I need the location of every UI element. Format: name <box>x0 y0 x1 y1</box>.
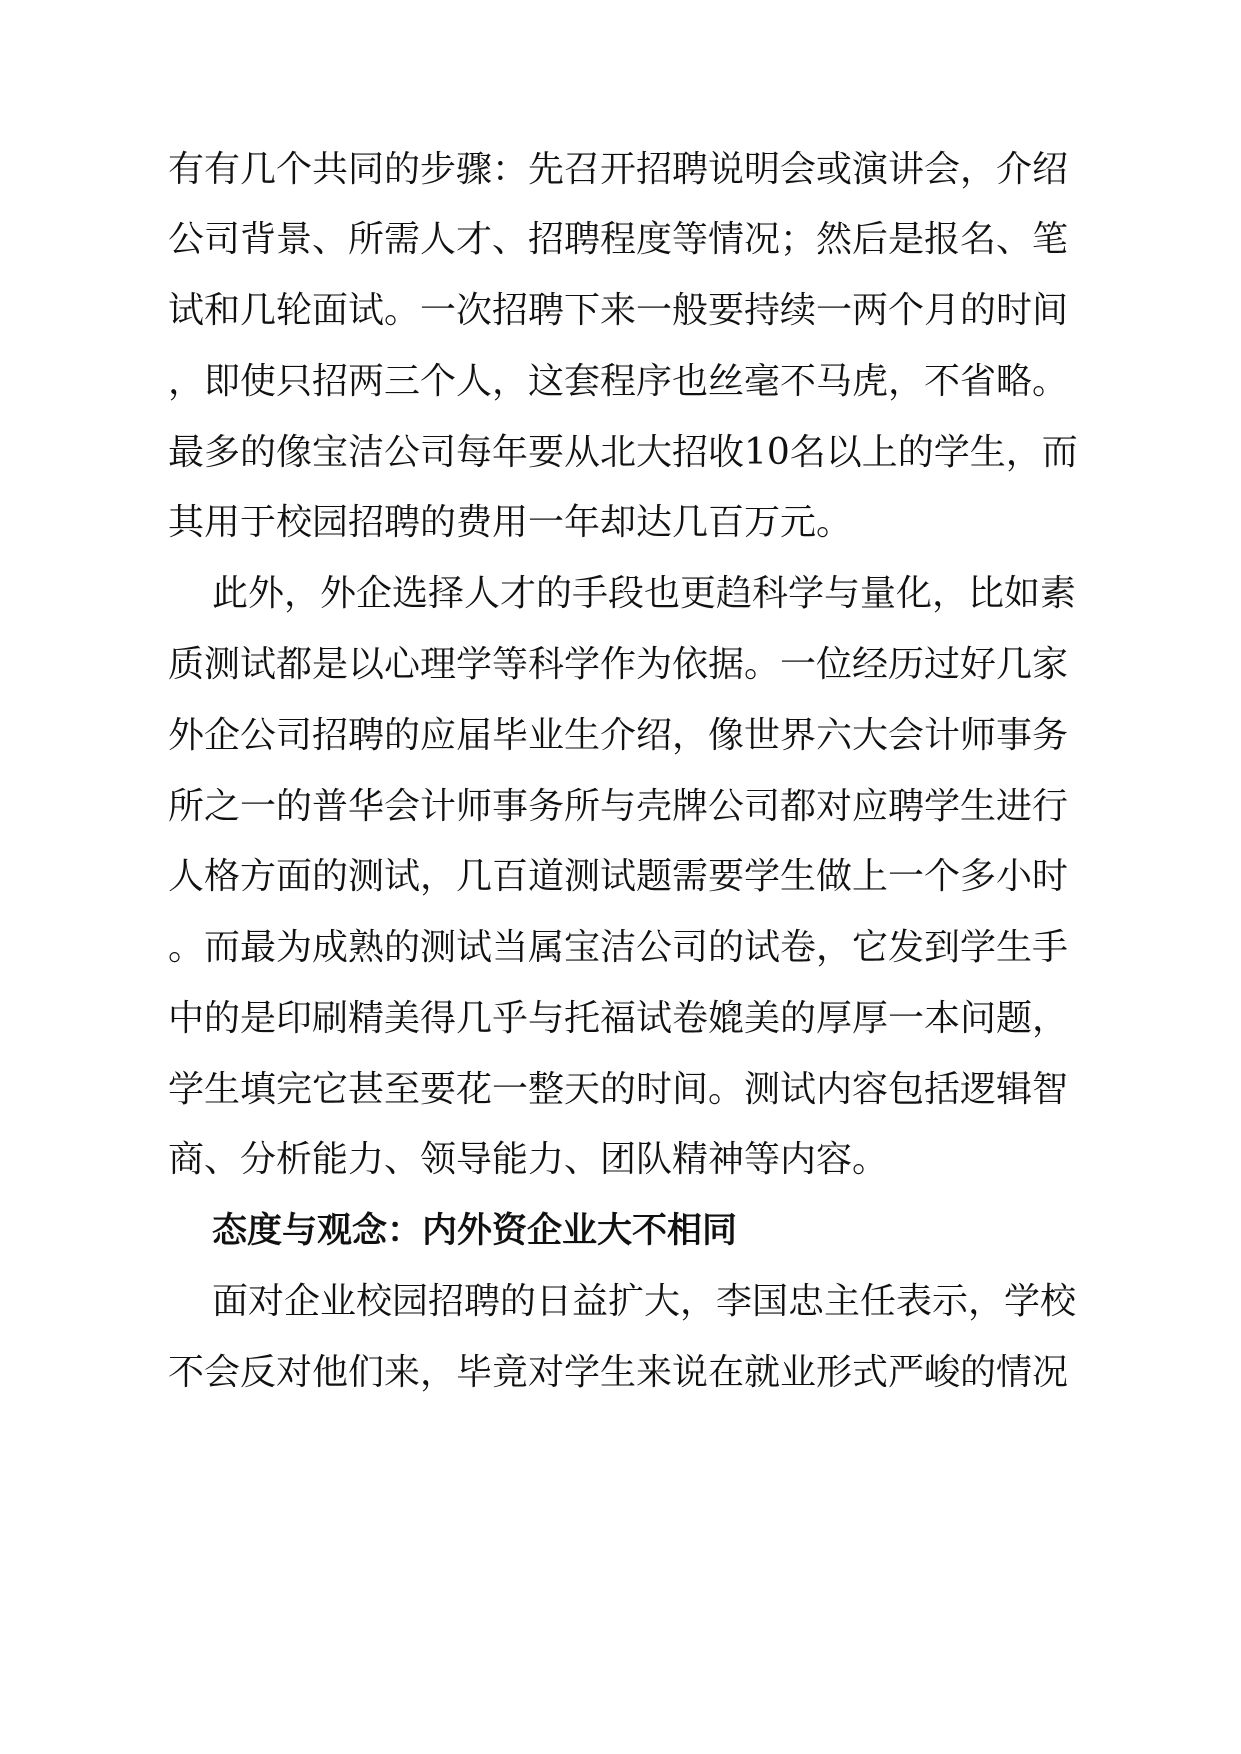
paragraph-2-line-1: 此外，外企选择人才的手段也更趋科学与量化，比如素 <box>212 573 1077 614</box>
paragraph-2-line-7: 中的是印刷精美得几乎与托福试卷媲美的厚厚一本问题， <box>168 998 1069 1039</box>
paragraph-3-line-2: 不会反对他们来，毕竟对学生来说在就业形式严峻的情况 <box>168 1352 1069 1393</box>
paragraph-2-line-4: 所之一的普华会计师事务所与壳牌公司都对应聘学生进行 <box>168 786 1069 827</box>
paragraph-2-line-9: 商、分析能力、领导能力、团队精神等内容。 <box>168 1139 889 1180</box>
paragraph-1-line-2: 公司背景、所需人才、招聘程度等情况；然后是报名、笔 <box>168 219 1069 260</box>
paragraph-2-line-5: 人格方面的测试，几百道测试题需要学生做上一个多小时 <box>168 856 1069 897</box>
section-heading: 态度与观念：内外资企业大不相同 <box>212 1211 738 1251</box>
paragraph-1-line-6: 其用于校园招聘的费用一年却达几百万元。 <box>168 502 853 543</box>
paragraph-3-line-1: 面对企业校园招聘的日益扩大，李国忠主任表示，学校 <box>212 1281 1077 1322</box>
paragraph-1-line-3: 试和几轮面试。一次招聘下来一般要持续一两个月的时间 <box>168 290 1069 331</box>
paragraph-2-line-3: 外企公司招聘的应届毕业生介绍，像世界六大会计师事务 <box>168 715 1069 756</box>
paragraph-1-line-5: 最多的像宝洁公司每年要从北大招收10名以上的学生，而 <box>168 432 1078 473</box>
paragraph-2-line-8: 学生填完它甚至要花一整天的时间。测试内容包括逻辑智 <box>168 1069 1069 1110</box>
paragraph-2-line-2: 质测试都是以心理学等科学作为依据。一位经历过好几家 <box>168 644 1069 685</box>
paragraph-2-line-6: 。而最为成熟的测试当属宝洁公司的试卷，它发到学生手 <box>168 927 1069 968</box>
paragraph-1-line-1: 有有几个共同的步骤：先召开招聘说明会或演讲会，介绍 <box>168 149 1069 190</box>
paragraph-1-line-4: ，即使只招两三个人，这套程序也丝毫不马虎，不省略。 <box>168 361 1069 402</box>
